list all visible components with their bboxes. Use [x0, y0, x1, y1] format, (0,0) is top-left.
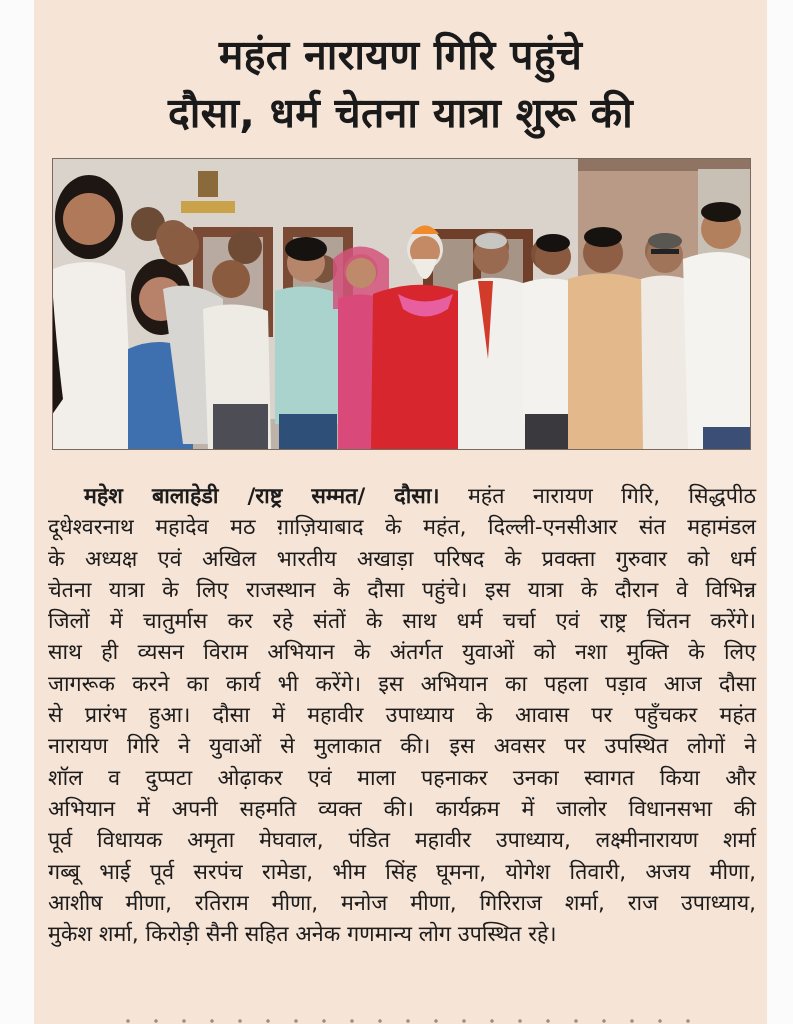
article-line: दूधेश्वरनाथ महादेव मठ ग़ाज़ियाबाद के महंत, दिल्ली-एनसीआर संत महामंडल — [48, 515, 756, 541]
article-line: मुकेश शर्मा, किरोड़ी सैनी सहित अनेक गणमान्य लोग उपस्थित रहे। — [48, 922, 557, 948]
headline-line-1: महंत नारायण गिरि पहुंचे — [218, 31, 583, 79]
group-photo — [52, 158, 751, 450]
newspaper-clipping — [34, 0, 767, 1024]
article-line: जागरूक करने का कार्य भी करेंगे। इस अभियान का पहला पड़ाव आज दौसा — [48, 671, 756, 697]
article-line: गब्बू भाई पूर्व सरपंच रामेडा, भीम सिंह घूमना, योगेश तिवारी, अजय मीणा, — [48, 859, 756, 885]
article-line: शॉल व दुप्पटा ओढ़ाकर एवं माला पहनाकर उनका स्वागत किया और — [48, 765, 756, 791]
page-margin-left — [0, 0, 34, 1024]
article-line: नारायण गिरि ने युवाओं से मुलाकात की। इस अवसर पर उपस्थित लोगों ने — [48, 734, 756, 760]
article-line: से प्रारंभ हुआ। दौसा में महावीर उपाध्याय के आवास पर पहुँचकर महंत — [48, 703, 756, 729]
article-line: पूर्व विधायक अमृता मेघवाल, पंडित महावीर उपाध्याय, लक्ष्मीनारायण शर्मा — [48, 828, 756, 854]
cut-off-next-article — [114, 1016, 714, 1024]
article-byline: महेश बालाहेडी /राष्ट्र सम्मत/ दौसा। — [84, 484, 440, 509]
article-line: जिलों में चातुर्मास कर रहे संतों के साथ धर्म चर्चा एवं राष्ट्र चिंतन करेंगे। — [48, 609, 756, 635]
headline — [34, 26, 767, 142]
article-line: साथ ही व्यसन विराम अभियान के अंतर्गत युवाओं को नशा मुक्ति के लिए — [48, 640, 756, 666]
page-margin-right — [767, 0, 793, 1024]
article-body — [48, 481, 756, 950]
article-line: आशीष मीणा, रतिराम मीणा, मनोज मीणा, गिरिराज शर्मा, राज उपाध्याय, — [48, 890, 756, 916]
article-line: महंत नारायण गिरि, सिद्धपीठ — [439, 484, 757, 509]
article-line: के अध्यक्ष एवं अखिल भारतीय अखाड़ा परिषद के प्रवक्ता गुरुवार को धर्म — [48, 546, 756, 572]
headline-line-2: दौसा, धर्म चेतना यात्रा शुरू की — [167, 89, 634, 137]
group-photo-illustration — [53, 159, 750, 449]
article-line: चेतना यात्रा के लिए राजस्थान के दौसा पहुंचे। इस यात्रा के दौरान वे विभिन्न — [48, 577, 756, 603]
article-line: अभियान में अपनी सहमति व्यक्त की। कार्यक्रम में जालोर विधानसभा की — [48, 796, 756, 822]
